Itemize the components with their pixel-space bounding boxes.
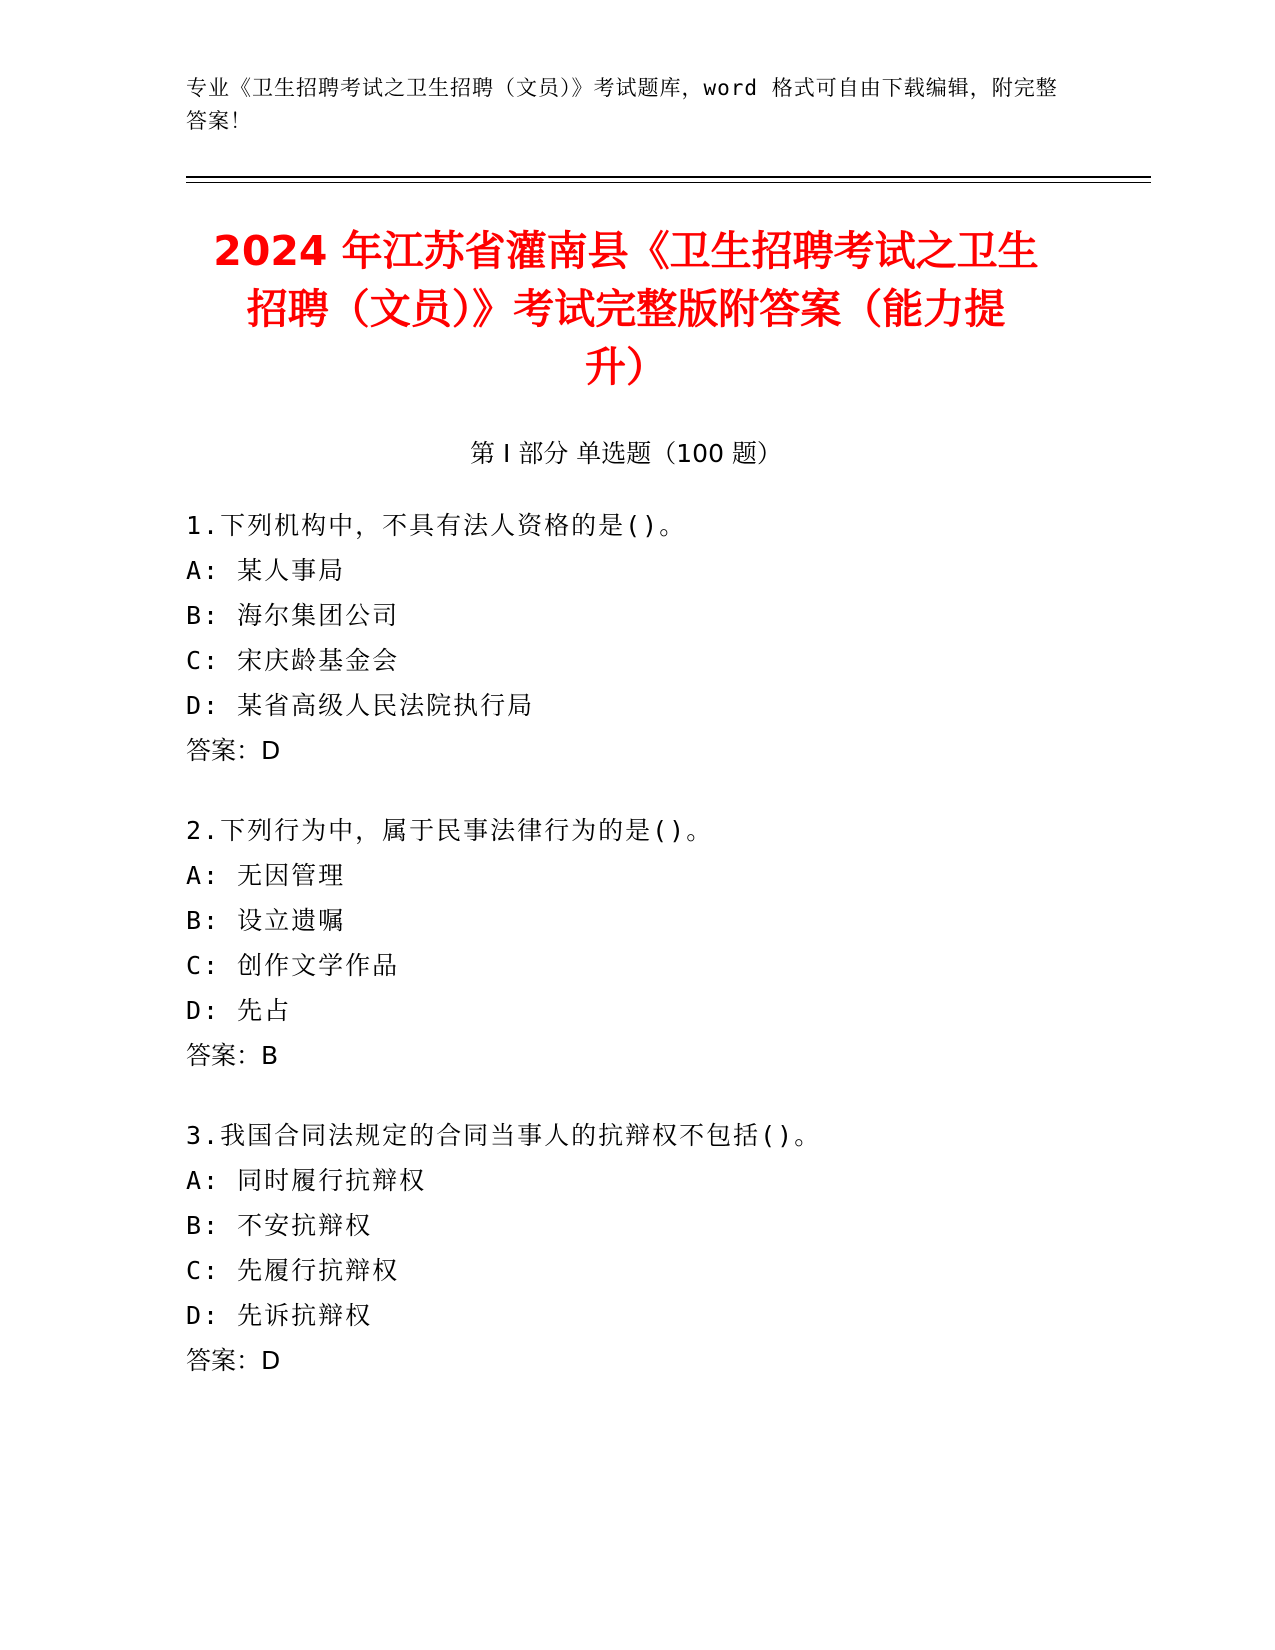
question-stem: 1.下列机构中，不具有法人资格的是()。 <box>186 511 687 540</box>
option-d: D: 某省高级人民法院执行局 <box>186 691 535 720</box>
title-line-2: 招聘（文员）》考试完整版附答案（能力提 <box>246 285 1006 333</box>
option-b: B: 不安抗辩权 <box>186 1211 373 1240</box>
option-d: D: 先占 <box>186 996 292 1025</box>
option-a: A: 某人事局 <box>186 556 346 585</box>
title-line-1: 2024 年江苏省灌南县《卫生招聘考试之卫生 <box>213 227 1039 275</box>
option-d: D: 先诉抗辩权 <box>186 1301 373 1330</box>
option-c: C: 宋庆龄基金会 <box>186 646 400 675</box>
answer-text: 答案：B <box>186 1041 279 1070</box>
question-1 <box>186 503 1086 773</box>
option-b: B: 设立遗嘱 <box>186 906 346 935</box>
title-line-3: 升） <box>585 343 667 391</box>
option-c: C: 先履行抗辩权 <box>186 1256 400 1285</box>
option-a: A: 同时履行抗辩权 <box>186 1166 427 1195</box>
section-title: 第 I 部分 单选题（100 题） <box>470 439 782 468</box>
option-b: B: 海尔集团公司 <box>186 601 400 630</box>
header-rule-thick <box>186 176 1151 178</box>
intro-text: 专业《卫生招聘考试之卫生招聘（文员）》考试题库，word 格式可自由下载编辑，附完整答案！ <box>186 76 1058 133</box>
header-rule-thin <box>186 182 1151 183</box>
question-stem: 3.我国合同法规定的合同当事人的抗辩权不包括()。 <box>186 1121 822 1150</box>
question-3 <box>186 1113 1086 1383</box>
question-stem: 2.下列行为中，属于民事法律行为的是()。 <box>186 816 714 845</box>
option-a: A: 无因管理 <box>186 861 346 890</box>
option-c: C: 创作文学作品 <box>186 951 400 980</box>
answer-text: 答案：D <box>186 1346 281 1375</box>
answer-text: 答案：D <box>186 736 281 765</box>
question-2 <box>186 808 1086 1078</box>
document-title <box>186 222 1066 396</box>
